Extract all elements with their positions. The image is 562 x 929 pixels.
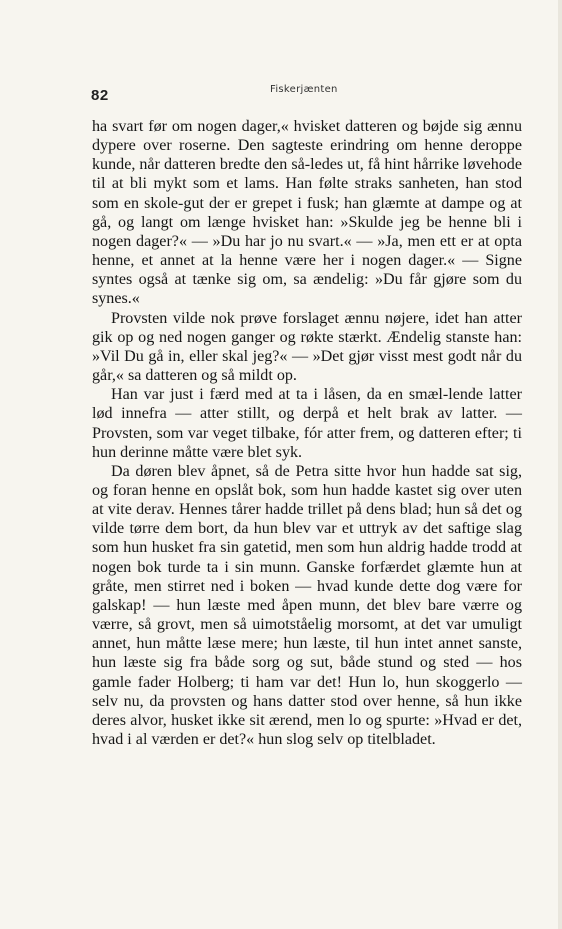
page-edge <box>558 0 562 929</box>
paragraph: Provsten vilde nok prøve forslaget ænnu nøjere, idet han atter gik op og ned nogen ganger og røkte stærkt. Ændelig stanste han: »Vil Du gå in, eller skal jeg?« — »Det gjør visst mest godt når du går,« sa datteren og så mildt op. <box>92 309 522 385</box>
body-text <box>92 117 522 749</box>
paragraph: ha svart før om nogen dager,« hvisket datteren og bøjde sig ænnu dypere over roserne. Den sagteste erindring om henne deroppe kunde, når datteren bredte den så-ledes ut, få hint hårrike løvehode til at bli mykt som et lams. Han følte straks sanheten, han stod som en skole-gut der er grepet i fusk; han glæmte at dampe og at gå, og langt om længe hvisket han: »Skulde jeg be henne bli i nogen dager?« — »Du har jo nu svart.« — »Ja, men ett er at opta henne, et annet at la henne være her i nogen dager.« — Signe syntes også at tænke sig om, sa ændelig: »Du får gjøre som du synes.« <box>92 118 522 308</box>
page-number: 82 <box>91 87 109 104</box>
paragraph: Da døren blev åpnet, så de Petra sitte hvor hun hadde sat sig, og foran henne en opslåt bok, som hun hadde kastet sig over uten at vite derav. Hennes tårer hadde trillet på dens blad; hun så det og vilde tørre dem bort, da hun blev var et uttryk av det saftige slag som hun husket fra sin gatetid, men som hun aldrig hadde trodd at nogen bok turde ta i sin munn. Ganske forfærdet glæmte hun at gråte, men stirret ned i boken — hvad kunde dette dog være for galskap! — hun læste med åpen munn, det blev bare værre og værre, så grovt, men så uimotståelig morsomt, at det var umuligt annet, hun måtte læse mere; hun læste, til hun intet annet sanste, hun læste sig fra både sorg og sut, både stund og sted — hos gamle fader Holberg; ti ham var det! Hun lo, hun skoggerlo — selv nu, da provsten og hans datter stod over henne, så hun ikke deres alvor, husket ikke sit ærend, men lo og spurte: »Hvad er det, hvad i al værden er det?« hun slog selv op titelbladet. <box>92 462 522 748</box>
paragraph: Han var just i færd med at ta i låsen, da en smæl-lende latter lød innefra — atter stillt, og derpå et helt brak av latter. — Provsten, som var veget tilbake, fór atter frem, og datteren efter; ti hun derinne måtte være blet syk. <box>92 386 522 461</box>
page-header <box>91 82 521 106</box>
running-title: Fiskerjænten <box>270 84 338 95</box>
